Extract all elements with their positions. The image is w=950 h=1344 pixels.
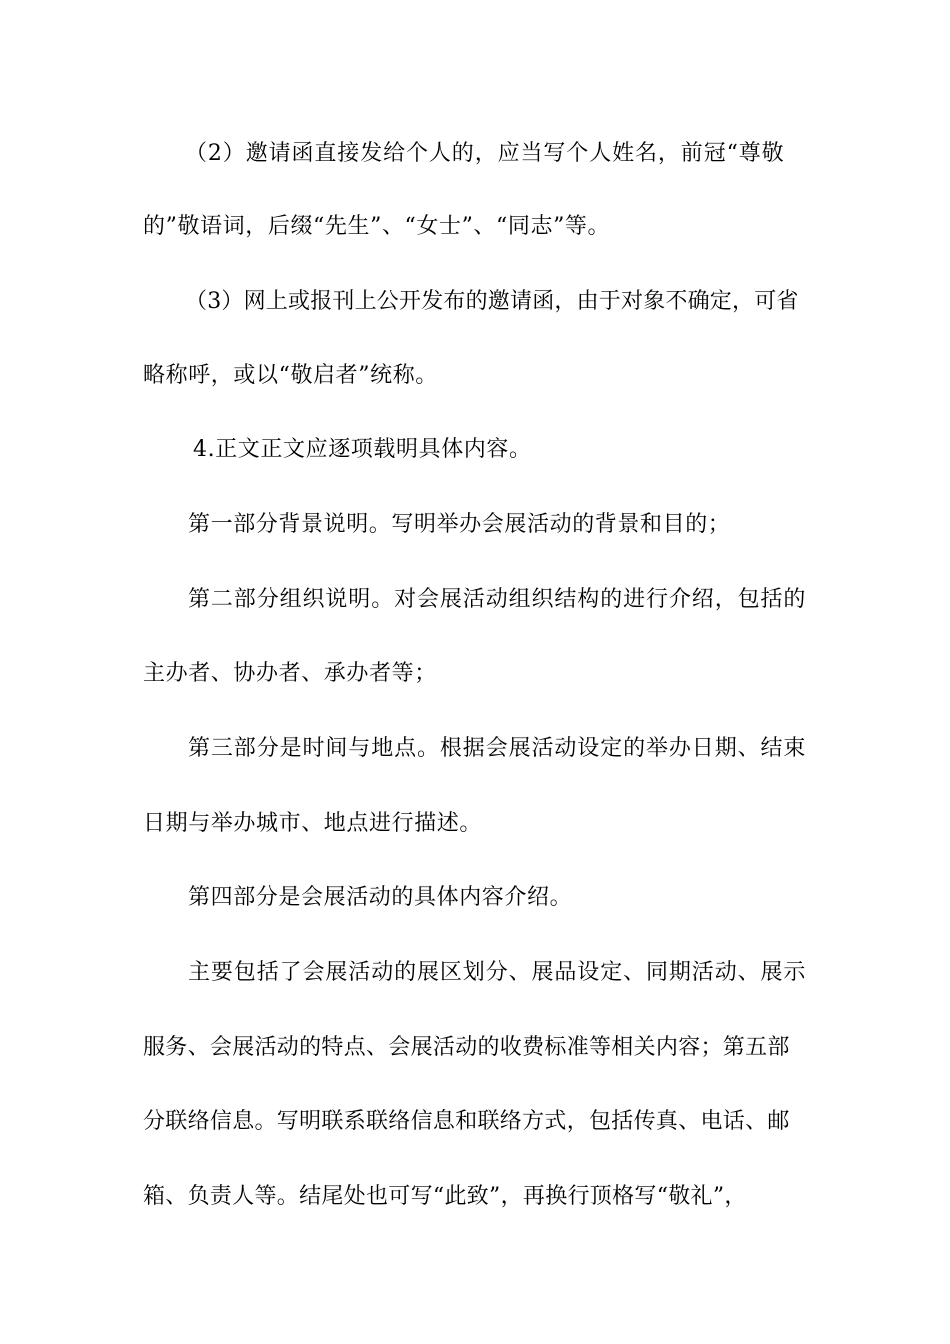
text-line-5: 4.正文正文应逐项载明具体内容。 [193,437,532,462]
text-line-12: 主要包括了会展活动的展区划分、展品设定、同期活动、展示 [188,960,807,985]
text-line-6: 第一部分背景说明。写明举办会展活动的背景和目的； [188,512,731,537]
text-line-3: （3）网上或报刊上公开发布的邀请函，由于对象不确定，可省 [185,289,799,314]
text-line-2: 的”敬语词，后缀“先生”、“女士”、“同志”等。 [143,214,611,239]
text-line-15: 箱、负责人等。结尾处也可写“此致”，再换行顶格写“敬礼”， [143,1184,747,1209]
text-line-13: 服务、会展活动的特点、会展活动的收费标准等相关内容；第五部 [143,1035,790,1060]
text-line-14: 分联络信息。写明联系联络信息和联络方式，包括传真、电话、邮 [143,1109,790,1134]
text-line-4: 略称呼，或以“敬启者”统称。 [143,363,438,388]
text-line-11: 第四部分是会展活动的具体内容介绍。 [188,885,573,910]
text-line-10: 日期与举办城市、地点进行描述。 [143,811,483,836]
text-line-9: 第三部分是时间与地点。根据会展活动设定的举办日期、结束 [188,736,807,761]
text-line-8: 主办者、协办者、承办者等； [143,661,437,686]
text-line-1: （2）邀请函直接发给个人的，应当写个人姓名，前冠“尊敬 [185,141,785,166]
text-line-7: 第二部分组织说明。对会展活动组织结构的进行介绍，包括的 [188,587,807,612]
